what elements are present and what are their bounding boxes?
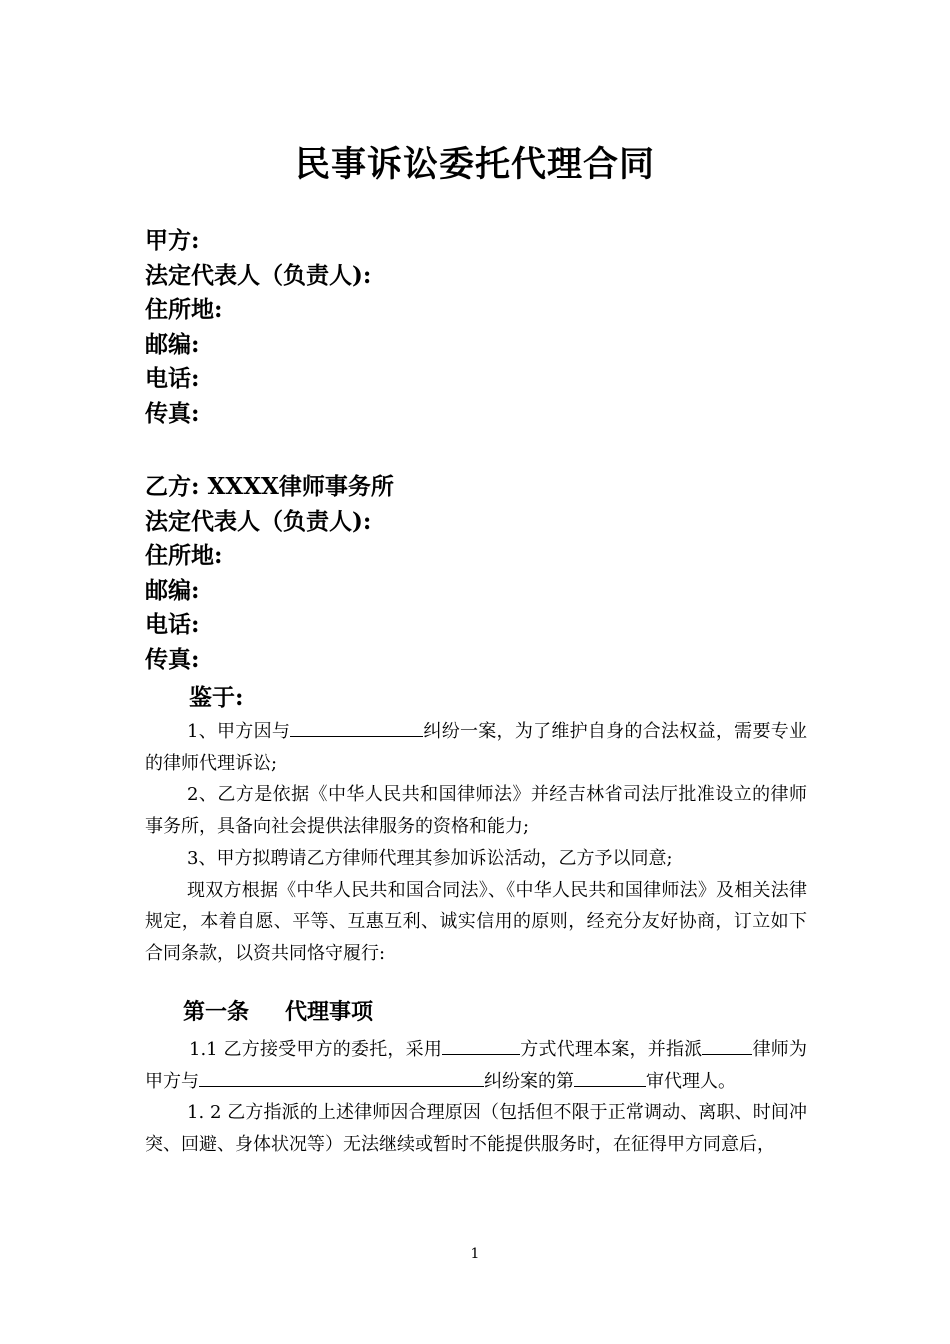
whereas-clauses	[145, 716, 807, 970]
blank-lawyer	[702, 1036, 752, 1055]
clause-2: 2、乙方是依据《中华人民共和国律师法》并经吉林省司法厅批准设立的律师事务所，具备向社会提供法律服务的资格和能力;	[145, 784, 807, 838]
blank-dispute-party	[290, 718, 423, 737]
section-1-1	[145, 1034, 807, 1097]
party-b-block	[145, 470, 825, 678]
s11-a: 1.1 乙方接受甲方的委托，采用	[189, 1039, 443, 1060]
party-b-address: 住所地:	[145, 542, 223, 570]
section-1-2: 1. 2 乙方指派的上述律师因合理原因（包括但不限于正常调动、离职、时间冲突、回避、身体状况等）无法继续或暂时不能提供服务时，在征得甲方同意后，	[145, 1102, 807, 1156]
clause-3: 3、甲方拟聘请乙方律师代理其参加诉讼活动，乙方予以同意;	[187, 847, 673, 869]
document-title: 民事诉讼委托代理合同	[294, 144, 655, 185]
article-1-body	[145, 1034, 807, 1161]
party-a-label: 甲方:	[145, 227, 200, 254]
blank-opposing-party	[199, 1068, 484, 1087]
s11-b: 方式代理本案，并指派	[520, 1039, 703, 1060]
s11-d: 为甲方与	[145, 1039, 808, 1092]
party-b-postcode: 邮编:	[145, 576, 200, 604]
clause-1-end: 纠纷一案，为了维护自身的合法权益，需要专业的律师代理诉讼;	[145, 721, 808, 774]
clause-4: 现双方根据《中华人民共和国合同法》、《中华人民共和国律师法》及相关法律规定，本着自愿、平等、互惠互利、诚实信用的原则，经充分友好协商，订立如下合同条款，以资共同恪守履行:	[145, 879, 807, 964]
whereas-heading: 鉴于:	[189, 684, 244, 711]
party-a-phone: 电话:	[145, 365, 200, 393]
party-a-postcode: 邮编:	[145, 330, 200, 358]
article-1-title: 代理事项	[285, 999, 374, 1025]
s11-c: 律师	[752, 1039, 790, 1060]
blank-instance	[574, 1068, 646, 1087]
party-a-fax: 传真:	[145, 399, 200, 427]
party-a-representative: 法定代表人（负责人):	[145, 261, 372, 289]
article-1-heading	[183, 995, 373, 1029]
article-1-number: 第一条	[183, 999, 250, 1025]
clause-1-start: 1、甲方因与	[187, 721, 291, 742]
s11-e: 纠纷案的第	[484, 1070, 574, 1092]
party-b-label: 乙方: XXXX律师事务所	[145, 473, 394, 500]
party-b-representative: 法定代表人（负责人):	[145, 507, 372, 535]
party-a-address: 住所地:	[145, 296, 223, 324]
party-b-fax: 传真:	[145, 645, 200, 673]
party-a-block	[145, 224, 825, 432]
party-b-phone: 电话:	[145, 611, 200, 639]
blank-method	[442, 1036, 520, 1055]
clause-1	[145, 716, 807, 779]
s11-f: 审代理人。	[646, 1070, 736, 1092]
page-number: 1	[470, 1246, 480, 1262]
